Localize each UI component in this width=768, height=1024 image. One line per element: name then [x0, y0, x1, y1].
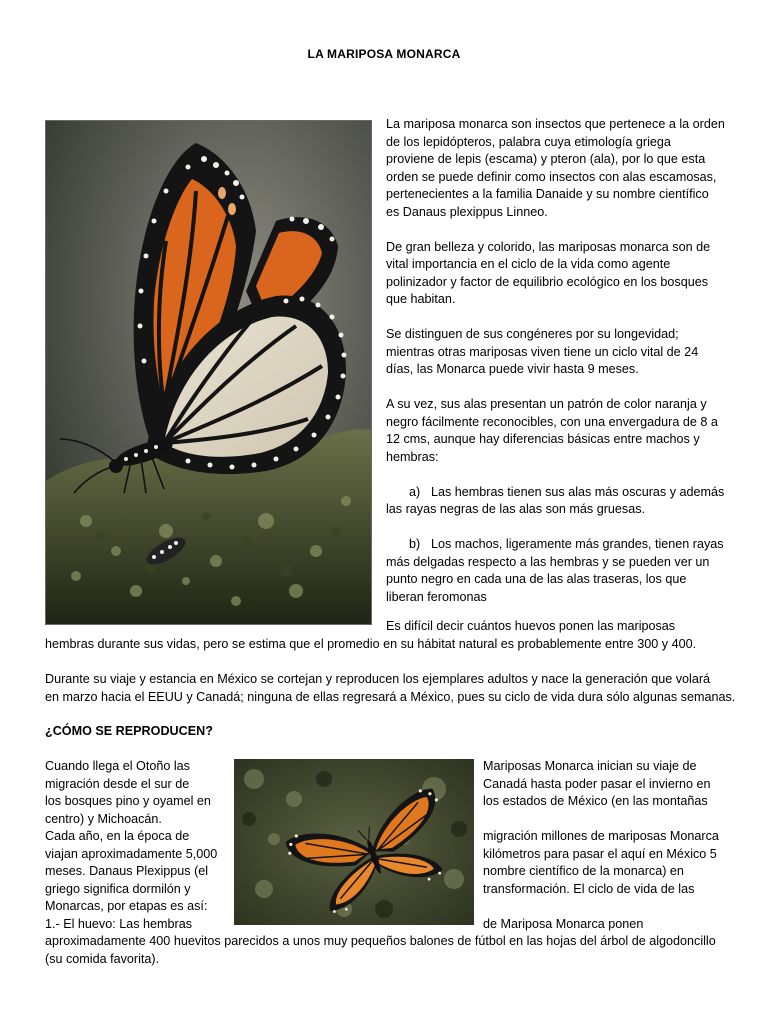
text-line: migración millones de mariposas Monarca: [483, 829, 719, 843]
text-line: días, las Monarca puede vivir hasta 9 meses.: [386, 362, 639, 376]
list-item-a: [386, 484, 731, 519]
intro-paragraph-1: [386, 116, 731, 221]
text-line: negro fácilmente reconocibles, con una envergadura de 8 a: [386, 414, 718, 429]
reproduction-right-column: [483, 758, 743, 933]
eggs-paragraph: [45, 618, 735, 653]
text-line: Cada año, en la época de: [45, 829, 190, 843]
closing-paragraph: [45, 933, 745, 968]
text-line: Los machos, ligeramente más grandes, tienen rayas: [431, 537, 724, 551]
text-line: liberan feromonas: [386, 589, 487, 604]
text-line: Canadá hasta poder pasar el invierno en: [483, 776, 711, 791]
text-line: meses. Danaus Plexippus (el: [45, 864, 209, 878]
text-line: migración desde el sur de: [45, 776, 190, 791]
text-line: proviene de lepis (escama) y pteron (ala), por lo que esta: [386, 152, 706, 166]
text-line: las rayas negras de las alas son más gruesas.: [386, 502, 646, 516]
text-line: nombre científico de la monarca) en: [483, 864, 684, 878]
text-line: De gran belleza y colorido, las mariposas monarca son de: [386, 239, 711, 254]
text-line: mientras otras mariposas viven tiene un ciclo vital de 24: [386, 344, 699, 359]
text-line: transformación. El ciclo de vida de las: [483, 881, 695, 896]
intro-text-column: [386, 116, 731, 606]
list-label: b): [409, 537, 421, 551]
text-line: de los lepidópteros, palabra cuya etimología griega: [386, 134, 671, 149]
text-line: vital importancia en el ciclo de la vida como agente: [386, 257, 671, 271]
monarch-butterfly-photo-large: [45, 120, 372, 625]
text-line: pertenecientes a la familia Danaide y su nombre científico: [386, 187, 709, 201]
travel-paragraph: [45, 671, 735, 706]
text-line: hembras durante sus vidas, pero se estima que el promedio en su hábitat natural es probablemente entre 300 y 400.: [45, 636, 697, 651]
list-item-b: [386, 536, 731, 606]
text-line: más delgadas respecto a las hembras y se pueden ver un: [386, 554, 710, 569]
document-title: LA MARIPOSA MONARCA: [307, 47, 461, 61]
text-line: Cuando llega el Otoño las: [45, 759, 190, 773]
text-line: (su comida favorita).: [45, 951, 160, 966]
monarch-butterfly-photo-small: [234, 759, 474, 925]
intro-paragraph-4: [386, 396, 731, 466]
list-label: a): [409, 484, 421, 499]
text-line: de Mariposa Monarca ponen: [483, 916, 644, 931]
text-line: Es difícil decir cuántos huevos ponen las mariposas: [386, 619, 676, 633]
text-line: Monarcas, por etapas es así:: [45, 899, 208, 913]
section-heading: ¿CÓMO SE REPRODUCEN?: [45, 724, 213, 738]
text-line: hembras:: [386, 449, 439, 464]
text-line: los estados de México (en las montañas: [483, 794, 708, 808]
text-line: Se distinguen de sus congéneres por su longevidad;: [386, 327, 679, 341]
text-line: polinizador y factor de equilibrio ecológico en los bosques: [386, 274, 709, 289]
text-line: griego significa dormilón y: [45, 881, 191, 896]
text-line: centro) y Michoacán.: [45, 811, 162, 826]
text-line: Durante su viaje y estancia en México se cortejan y reproducen los ejemplares adultos y nace la generación que volará: [45, 672, 711, 686]
text-line: La mariposa monarca son insectos que pertenece a la orden: [386, 117, 725, 131]
text-line: [483, 899, 487, 913]
reproduction-left-column: [45, 758, 230, 933]
text-line: los bosques pino y oyamel en: [45, 794, 211, 808]
text-line: Las hembras tienen sus alas más oscuras y además: [431, 484, 725, 499]
text-line: 12 cms, aunque hay diferencias básicas entre machos y: [386, 432, 700, 446]
text-line: aproximadamente 400 huevitos parecidos a unos muy pequeños balones de fútbol en las hojas del árbol de algodoncillo: [45, 934, 716, 948]
text-line: orden se puede definir como insectos con alas escamosas,: [386, 169, 717, 184]
text-line: que habitan.: [386, 292, 456, 306]
text-line: 1.- El huevo: Las hembras: [45, 916, 193, 931]
text-line: kilómetros para pasar el aquí en México 5: [483, 846, 717, 861]
text-line: [483, 812, 487, 826]
text-line: es Danaus plexippus Linneo.: [386, 204, 548, 219]
intro-paragraph-2: [386, 239, 731, 309]
text-line: A su vez, sus alas presentan un patrón de color naranja y: [386, 397, 707, 411]
text-line: Mariposas Monarca inician su viaje de: [483, 759, 697, 773]
text-line: en marzo hacia el EEUU y Canadá; ninguna de ellas regresará a México, pues su ciclo de vida dura sólo algunas semanas.: [45, 689, 736, 704]
text-line: viajan aproximadamente 5,000: [45, 846, 218, 861]
text-line: punto negro en cada una de las alas traseras, los que: [386, 572, 687, 586]
intro-paragraph-3: [386, 326, 731, 379]
